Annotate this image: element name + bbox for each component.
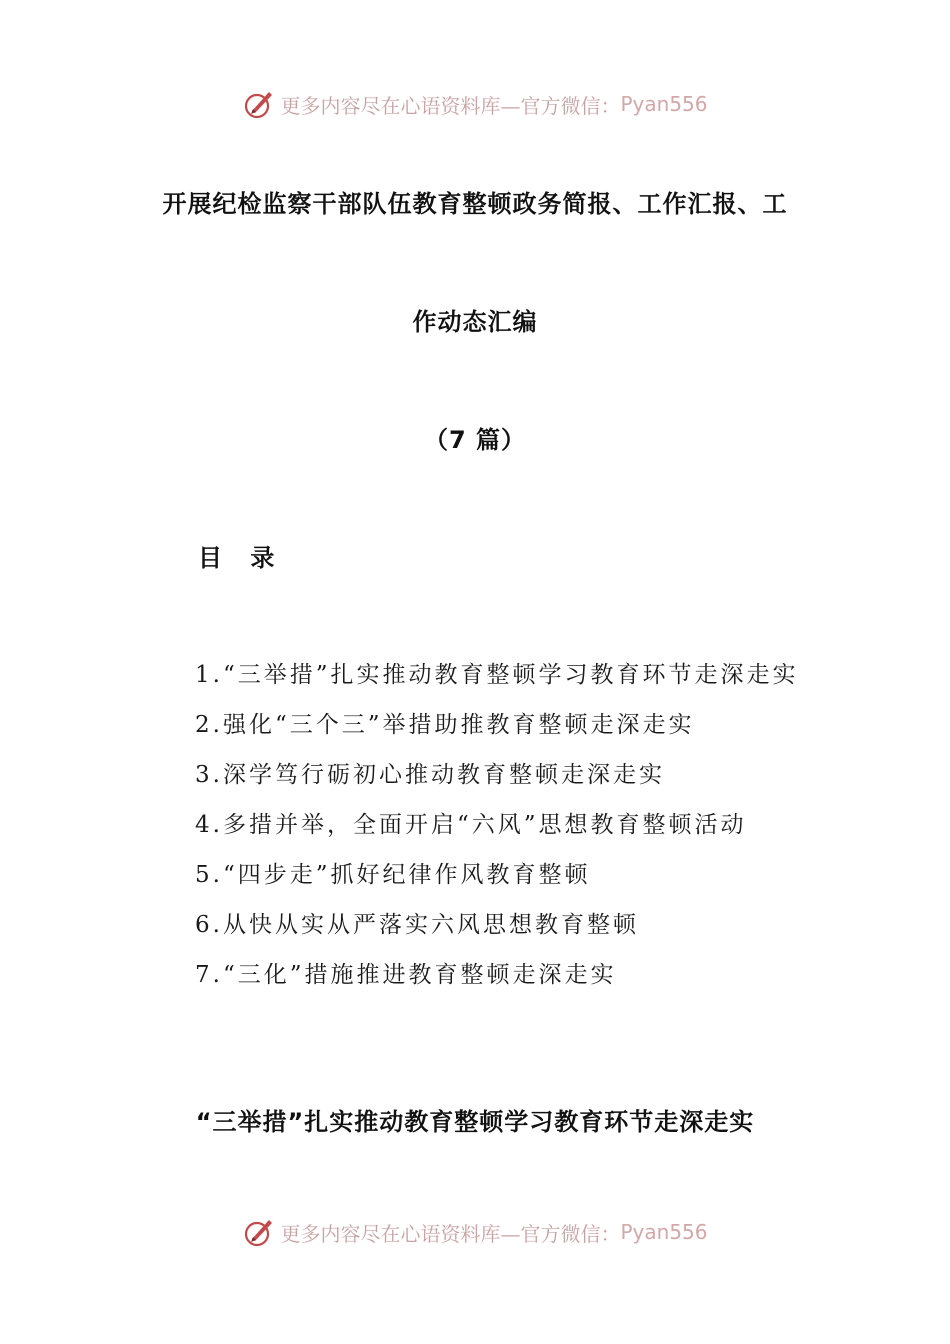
- watermark-wechat-id: Pyan556: [620, 92, 708, 116]
- watermark-footer: [0, 1212, 950, 1252]
- document-title-line2: 作动态汇编: [412, 308, 538, 336]
- toc-item: 4.多措并举，全面开启“六风”思想教育整顿活动: [195, 812, 747, 838]
- watermark-wechat-id: Pyan556: [620, 1220, 708, 1244]
- toc-item: 3.深学笃行砺初心推动教育整顿走深走实: [195, 762, 665, 788]
- toc-item: 5.“四步走”抓好纪律作风教育整顿: [195, 862, 591, 888]
- quill-pen-logo-icon: [242, 87, 276, 121]
- document-title-line1: 开展纪检监察干部队伍教育整顿政务简报、工作汇报、工: [162, 190, 788, 218]
- watermark-text: 更多内容尽在心语资料库—官方微信：: [280, 93, 621, 118]
- quill-pen-logo-icon: [242, 1215, 276, 1249]
- document-count: （7 篇）: [423, 426, 527, 454]
- toc-heading: 目 录: [198, 544, 285, 572]
- watermark-header: [0, 84, 950, 124]
- toc-item: 6.从快从实从严落实六风思想教育整顿: [195, 912, 639, 938]
- table-of-contents: [145, 650, 815, 1000]
- toc-item: 7.“三化”措施推进教育整顿走深走实: [195, 962, 617, 988]
- toc-item: 1.“三举措”扎实推动教育整顿学习教育环节走深走实: [195, 662, 799, 688]
- watermark-text: 更多内容尽在心语资料库—官方微信：: [280, 1221, 621, 1246]
- toc-item: 2.强化“三个三”举措助推教育整顿走深走实: [195, 712, 695, 738]
- section-title: “三举措”扎实推动教育整顿学习教育环节走深走实: [195, 1108, 755, 1136]
